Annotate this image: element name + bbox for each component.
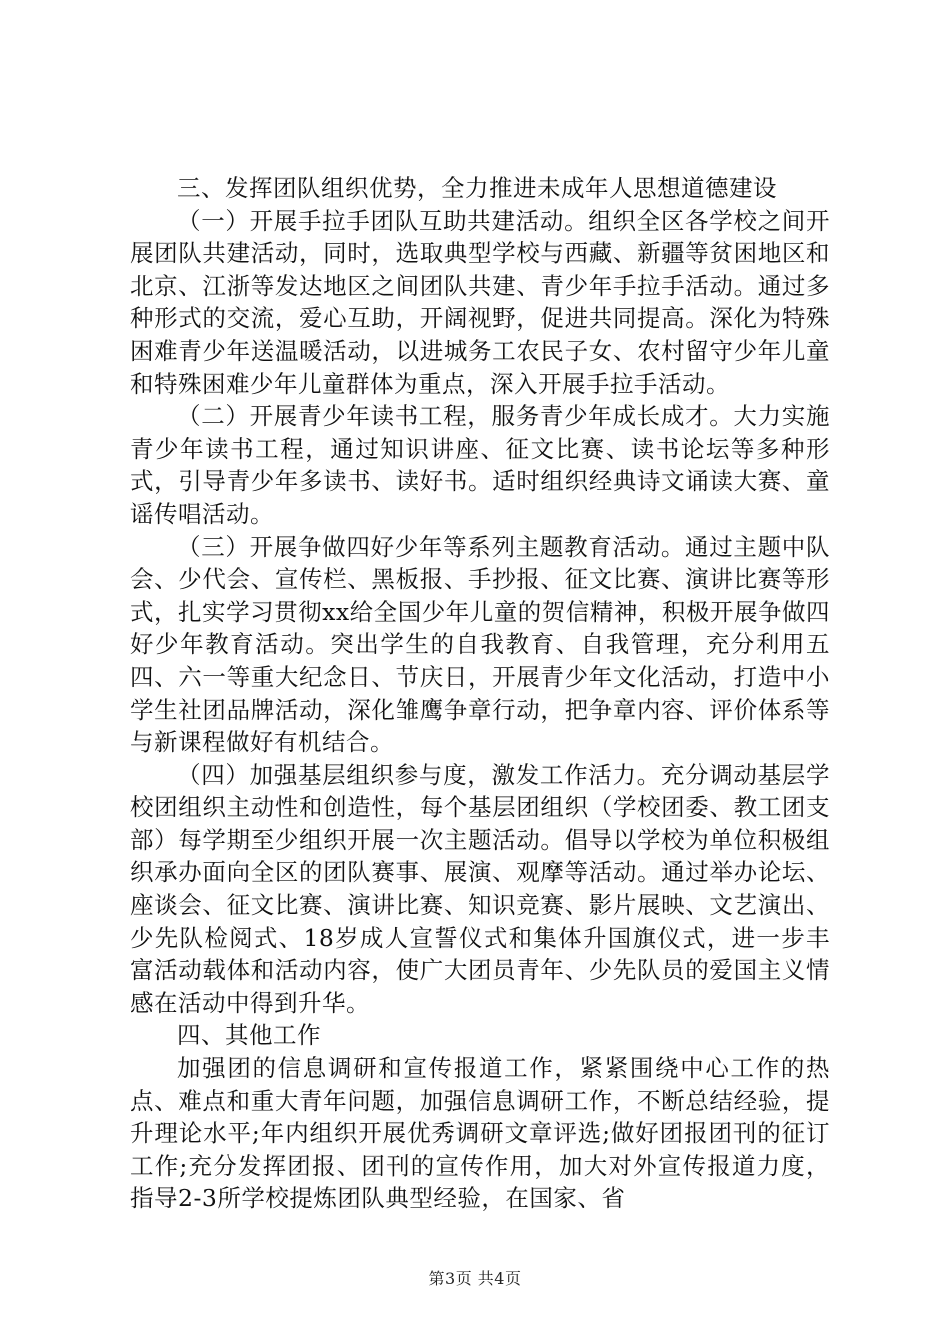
- section-heading-three: 三、发挥团队组织优势，全力推进未成年人思想道德建设: [177, 174, 777, 202]
- paragraph-item-three: （三）开展争做四好少年等系列主题教育活动。通过主题中队会、少代会、宣传栏、黑板报、手抄报、征文比赛、演讲比赛等形式，扎实学习贯彻xx给全国少年儿童的贺信精神，积极开展争做四好少年教育活动。突出学生的自我教育、自我管理，充分利用五四、六一等重大纪念日、节庆日，开展青少年文化活动，打造中小学生社团品牌活动，深化雏鹰争章行动，把争章内容、评价体系等与新课程做好有机结合。: [130, 532, 830, 757]
- page-number-footer: 第3页 共4页: [428, 1269, 522, 1288]
- paragraph-item-two: （二）开展青少年读书工程，服务青少年成长成才。大力实施青少年读书工程，通过知识讲座、征文比赛、读书论坛等多种形式，引导青少年多读书、读好书。适时组织经典诗文诵读大赛、童谣传唱活动。: [130, 402, 830, 528]
- section-heading-four: 四、其他工作: [177, 1021, 321, 1050]
- paragraph-item-one: （一）开展手拉手团队互助共建活动。组织全区各学校之间开展团队共建活动，同时，选取典型学校与西藏、新疆等贫困地区和北京、江浙等发达地区之间团队共建、青少年手拉手活动。通过多种形式的交流，爱心互助，开阔视野，促进共同提高。深化为特殊困难青少年送温暖活动，以进城务工农民子女、农村留守少年儿童和特殊困难少年儿童群体为重点，深入开展手拉手活动。: [130, 206, 830, 398]
- document-body: [130, 172, 830, 1215]
- paragraph-other-work: 加强团的信息调研和宣传报道工作，紧紧围绕中心工作的热点、难点和重大青年问题，加强信息调研工作，不断总结经验，提升理论水平;年内组织开展优秀调研文章评选;做好团报团刊的征订工作;充分发挥团报、团刊的宣传作用，加大对外宣传报道力度，指导2-3所学校提炼团队典型经验，在国家、省: [130, 1054, 830, 1213]
- paragraph-item-four: （四）加强基层组织参与度，激发工作活力。充分调动基层学校团组织主动性和创造性，每个基层团组织（学校团委、教工团支部）每学期至少组织开展一次主题活动。倡导以学校为单位积极组织承办面向全区的团队赛事、展演、观摩等活动。通过举办论坛、座谈会、征文比赛、演讲比赛、知识竞赛、影片展映、文艺演出、少先队检阅式、18岁成人宣誓仪式和集体升国旗仪式，进一步丰富活动载体和活动内容，使广大团员青年、少先队员的爱国主义情感在活动中得到升华。: [130, 760, 830, 1017]
